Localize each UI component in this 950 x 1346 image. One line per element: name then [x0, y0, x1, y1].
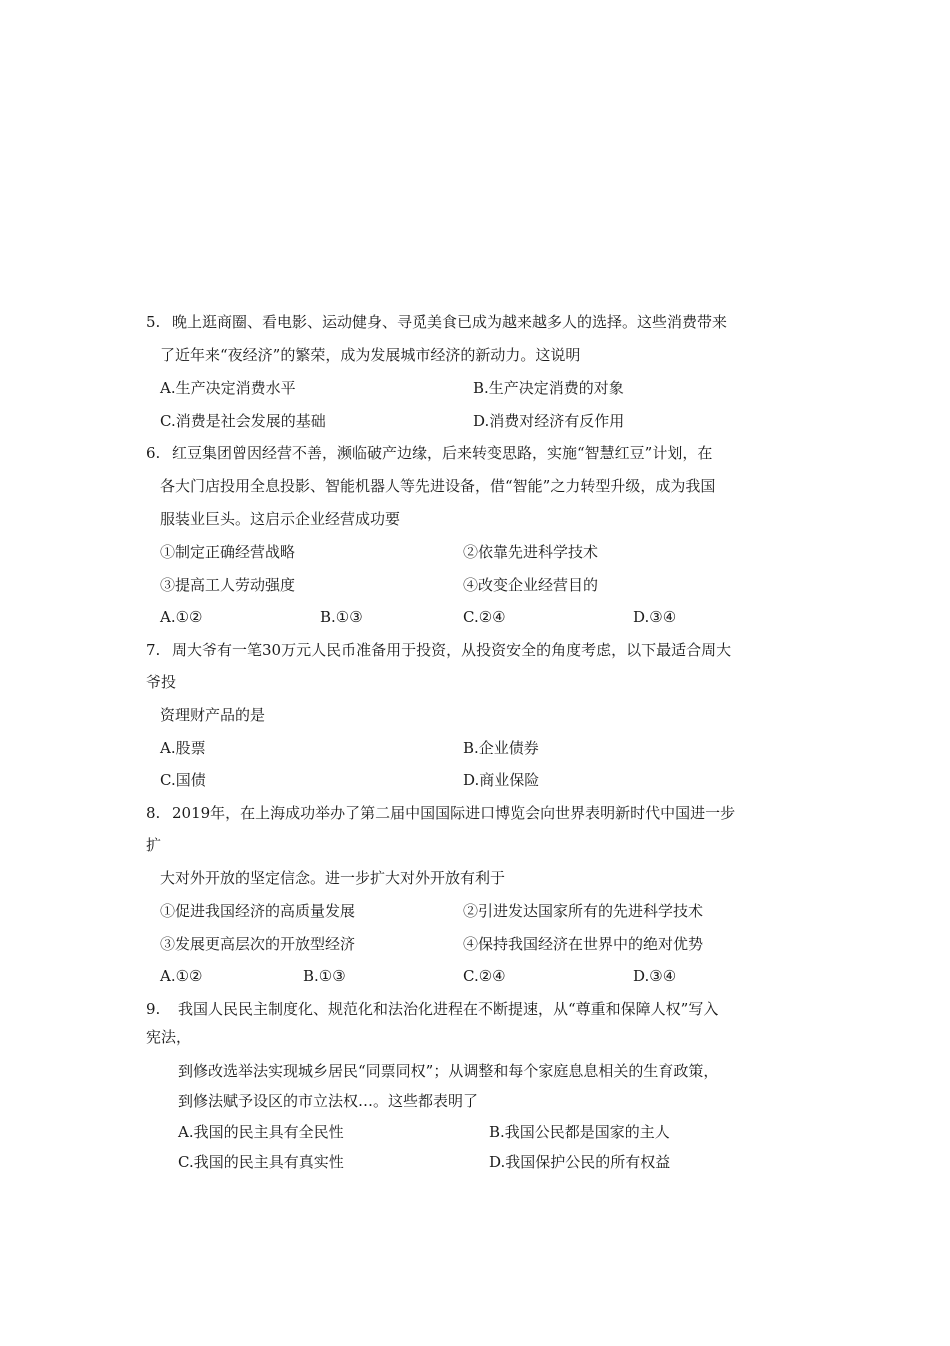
question-8-stem-line-1: 2019年，在上海成功举办了第二届中国国际进口博览会向世界表明新时代中国进一步 [172, 804, 736, 822]
question-9-number: 9. [146, 1000, 161, 1018]
question-9-choice-a: A.我国的民主具有全民性 [178, 1123, 344, 1141]
question-7-number: 7. [146, 641, 161, 659]
question-5-stem-line-2: 了近年来“夜经济”的繁荣，成为发展城市经济的新动力。这说明 [160, 346, 581, 364]
question-6-stem-line-2: 各大门店投用全息投影、智能机器人等先进设备，借“智能”之力转型升级，成为我国 [160, 477, 716, 495]
question-6-statement-2: ②依靠先进科学技术 [463, 543, 599, 561]
question-8-stem-line-3: 大对外开放的坚定信念。进一步扩大对外开放有利于 [160, 869, 506, 887]
question-8-choice-c: C.②④ [463, 967, 506, 985]
question-5-choice-d: D.消费对经济有反作用 [473, 412, 625, 430]
question-6-choice-d: D.③④ [633, 608, 677, 626]
question-9-stem-line-3: 到修改选举法实现城乡居民“同票同权”；从调整和每个家庭息息相关的生育政策， [178, 1062, 719, 1080]
question-5-number: 5. [146, 313, 161, 331]
question-8-statement-2: ②引进发达国家所有的先进科学技术 [463, 902, 704, 920]
question-6-statement-3: ③提高工人劳动强度 [160, 576, 296, 594]
question-9-stem-line-1: 我国人民民主制度化、规范化和法治化进程在不断提速，从“尊重和保障人权”写入 [178, 1000, 719, 1018]
question-6-statement-1: ①制定正确经营战略 [160, 543, 296, 561]
question-7-stem-line-2: 爷投 [146, 673, 177, 691]
question-8-stem-line-2: 扩 [146, 836, 162, 854]
question-9-choice-c: C.我国的民主具有真实性 [178, 1153, 344, 1171]
question-6-choice-c: C.②④ [463, 608, 506, 626]
question-6-choice-b: B.①③ [320, 608, 363, 626]
question-6-statement-4: ④改变企业经营目的 [463, 576, 599, 594]
question-6-stem-line-3: 服装业巨头。这启示企业经营成功要 [160, 510, 401, 528]
question-7-choice-a: A.股票 [160, 739, 206, 757]
question-9-choice-d: D.我国保护公民的所有权益 [489, 1153, 671, 1171]
question-9-stem-line-2: 宪法， [146, 1028, 192, 1046]
question-7-choice-c: C.国债 [160, 771, 206, 789]
question-8-choice-d: D.③④ [633, 967, 677, 985]
question-5-choice-b: B.生产决定消费的对象 [473, 379, 624, 397]
question-6-number: 6. [146, 444, 161, 462]
question-9-choice-b: B.我国公民都是国家的主人 [489, 1123, 670, 1141]
question-8-statement-3: ③发展更高层次的开放型经济 [160, 935, 356, 953]
question-6-stem-line-1: 红豆集团曾因经营不善，濒临破产边缘，后来转变思路，实施“智慧红豆”计划，在 [172, 444, 713, 462]
question-8-choice-b: B.①③ [303, 967, 346, 985]
question-7-choice-d: D.商业保险 [463, 771, 540, 789]
question-6-choice-a: A.①② [160, 608, 203, 626]
question-8-choice-a: A.①② [160, 967, 203, 985]
question-7-stem-line-1: 周大爷有一笔30万元人民币准备用于投资，从投资安全的角度考虑，以下最适合周大 [172, 641, 732, 659]
question-5-choice-c: C.消费是社会发展的基础 [160, 412, 326, 430]
question-8-number: 8. [146, 804, 161, 822]
question-8-statement-1: ①促进我国经济的高质量发展 [160, 902, 356, 920]
question-5-choice-a: A.生产决定消费水平 [160, 379, 296, 397]
question-7-choice-b: B.企业债券 [463, 739, 539, 757]
question-5-stem-line-1: 晚上逛商圈、看电影、运动健身、寻觅美食已成为越来越多人的选择。这些消费带来 [172, 313, 728, 331]
question-7-stem-line-3: 资理财产品的是 [160, 706, 266, 724]
question-9-stem-line-4: 到修法赋予设区的市立法权…。这些都表明了 [178, 1092, 479, 1110]
question-8-statement-4: ④保持我国经济在世界中的绝对优势 [463, 935, 704, 953]
